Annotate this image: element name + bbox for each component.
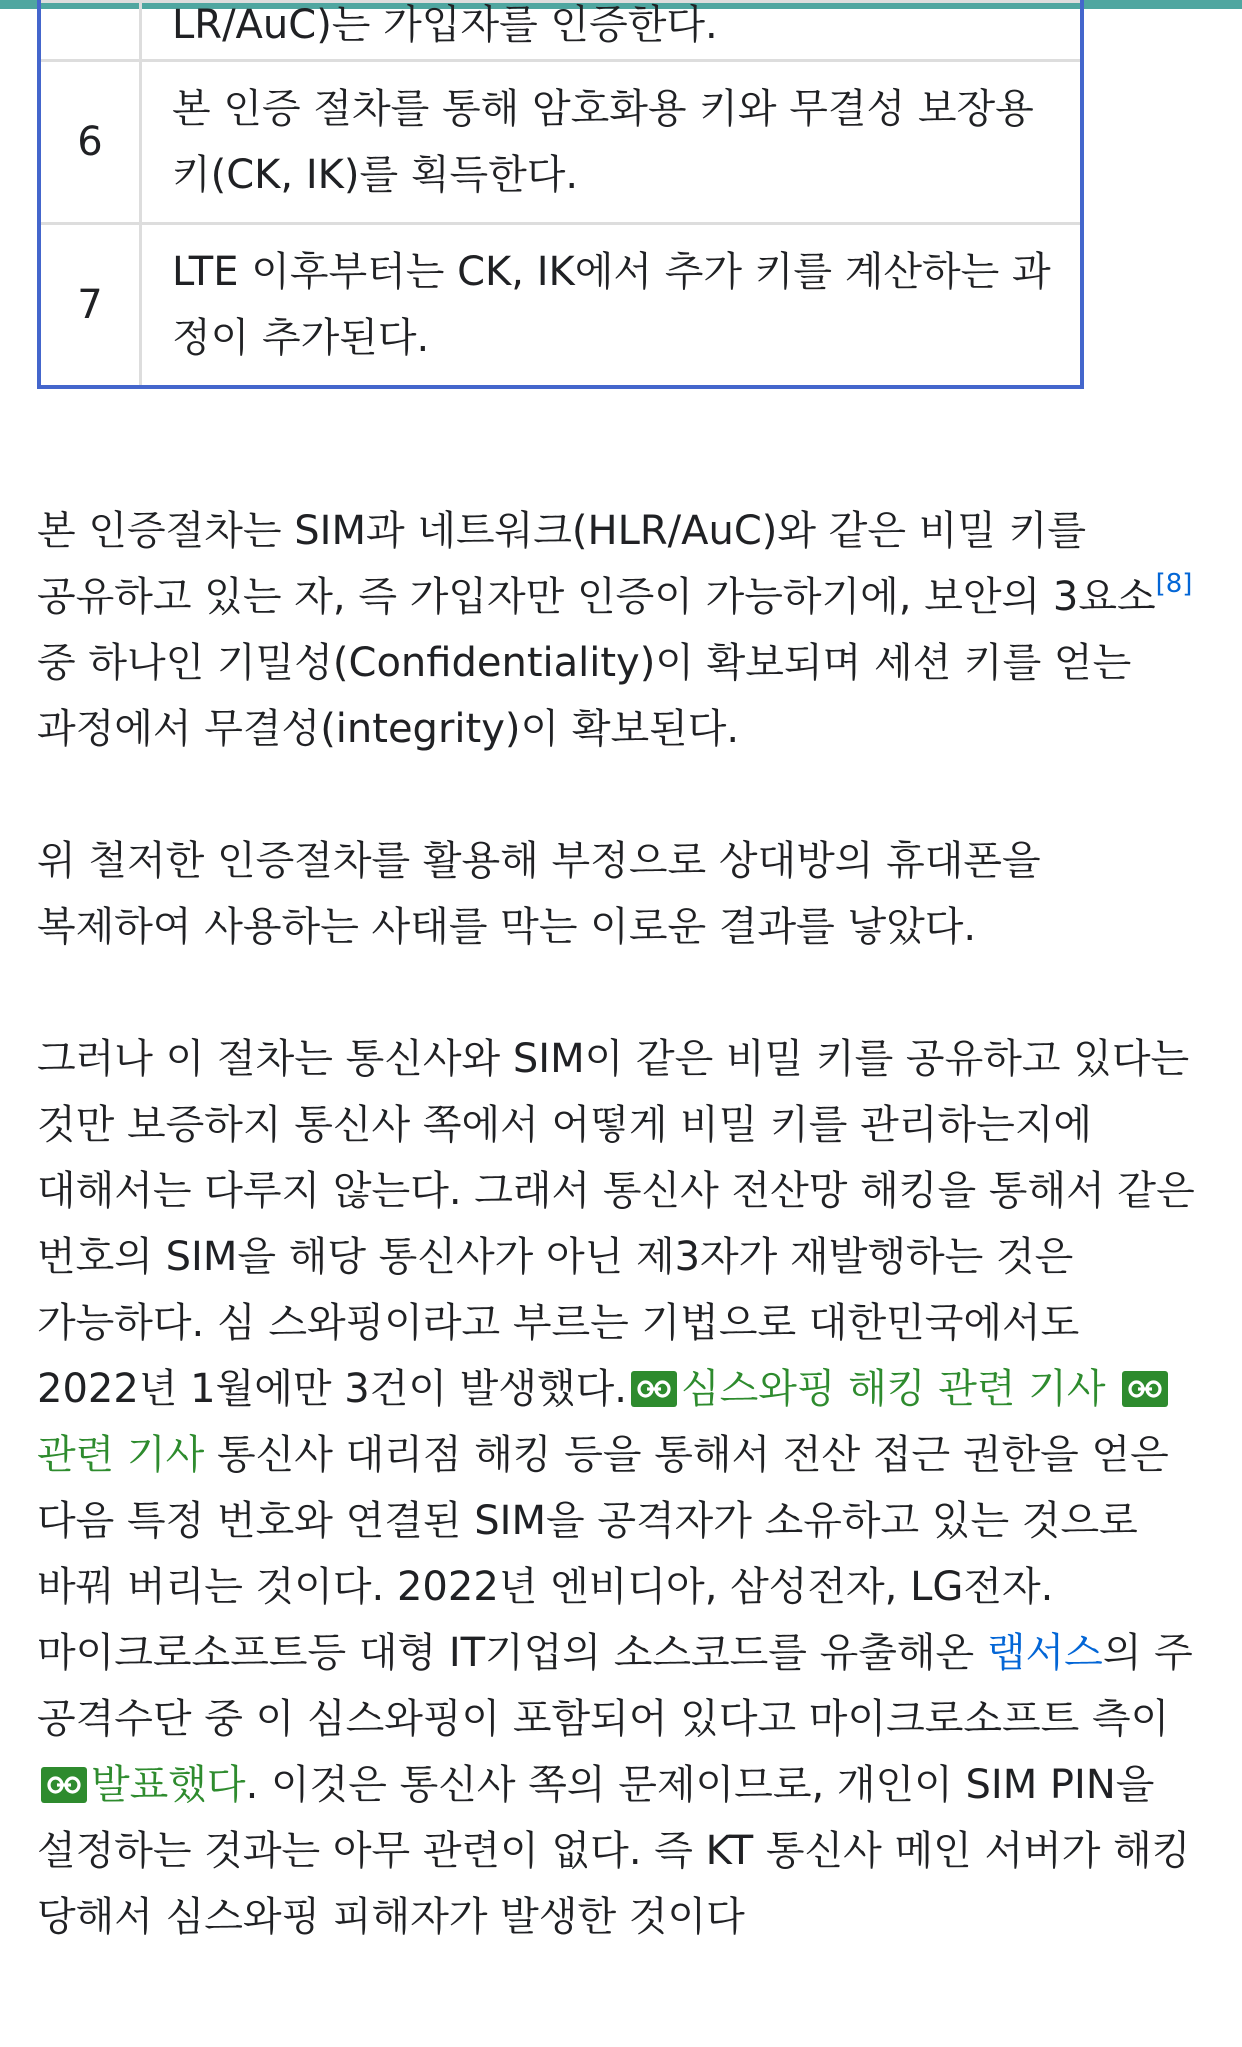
step-number: 6 [39,61,141,224]
paragraph-text: 그러나 이 절차는 통신사와 SIM이 같은 비밀 키를 공유하고 있다는 것만 보증하지 통신사 쪽에서 어떻게 비밀 키를 관리하는지에 대해서는 다루지 않는다. 그래서 통신사 전산망 해킹을 통해서 같은 번호의 SIM을 해당 통신사가 아닌 제3자가 재발행하는 것은 가능하다. 심 스와핑이라고 부르는 기법으로 대한민국에서도 2022년 1월에만 3건이 발생했다. [37,1036,1195,1412]
paragraph-text: 의 주 공격수단 중 이 심스와핑이 포함되어 있다고 마이크로소프트 측이 [37,1630,1193,1742]
table-row [39,224,1082,388]
link-icon [41,1767,87,1803]
link-icon [631,1371,677,1407]
external-link-announcement[interactable]: 발표했다 [91,1762,246,1808]
link-icon [1122,1371,1168,1407]
article-body [37,498,1205,2016]
step-text: 본 인증 절차를 통해 암호화용 키와 무결성 보장용 키(CK, IK)를 획득한다. [141,61,1083,224]
step-text: LTE 이후부터는 CK, IK에서 추가 키를 계산하는 과정이 추가된다. [141,224,1083,388]
step-text: LR/AuC)는 가입자를 인증한다. [141,2,1083,61]
paragraph-text: 중 하나인 기밀성(Confidentiality)이 확보되며 세션 키를 얻는 과정에서 무결성(integrity)이 확보된다. [37,640,1132,752]
internal-link-lapsus[interactable]: 랩서스 [986,1630,1103,1676]
step-number: 7 [39,224,141,388]
paragraph-text: 통신사 대리점 해킹 등을 통해서 전산 접근 권한을 얻은 다음 특정 번호와 연결된 SIM을 공격자가 소유하고 있는 것으로 바꿔 버리는 것이다. 2022년 엔비디아, 삼성전자, LG전자. 마이크로소프트등 대형 IT기업의 소스코드를 유출해온 [37,1432,1169,1676]
paragraph-text: . 이것은 통신사 쪽의 문제이므로, 개인이 SIM PIN을 설정하는 것과는 아무 관련이 없다. 즉 KT 통신사 메인 서버가 해킹 당해서 심스와핑 피해자가 발생한 것이다 [37,1762,1191,1940]
external-link-related-article[interactable]: 관련 기사 [37,1432,205,1478]
step-number [39,2,141,61]
external-link-sim-swap-article[interactable]: 심스와핑 해킹 관련 기사 [680,1366,1106,1412]
steps-table [37,0,1084,389]
paragraph-sim-swapping [37,1026,1205,1950]
paragraph-clone-prevention: 위 철저한 인증절차를 활용해 부정으로 상대방의 휴대폰을 복제하여 사용하는 사태를 막는 이로운 결과를 낳았다. [37,838,1041,950]
footnote-ref[interactable]: [8] [1155,569,1193,599]
paragraph-text: 본 인증절차는 SIM과 네트워크(HLR/AuC)와 같은 비밀 키를 공유하고 있는 자, 즉 가입자만 인증이 가능하기에, 보안의 3요소 [37,508,1156,620]
table-row [39,2,1082,61]
paragraph-auth-security [37,498,1205,762]
table-row [39,61,1082,224]
auth-steps-table [37,0,1084,389]
